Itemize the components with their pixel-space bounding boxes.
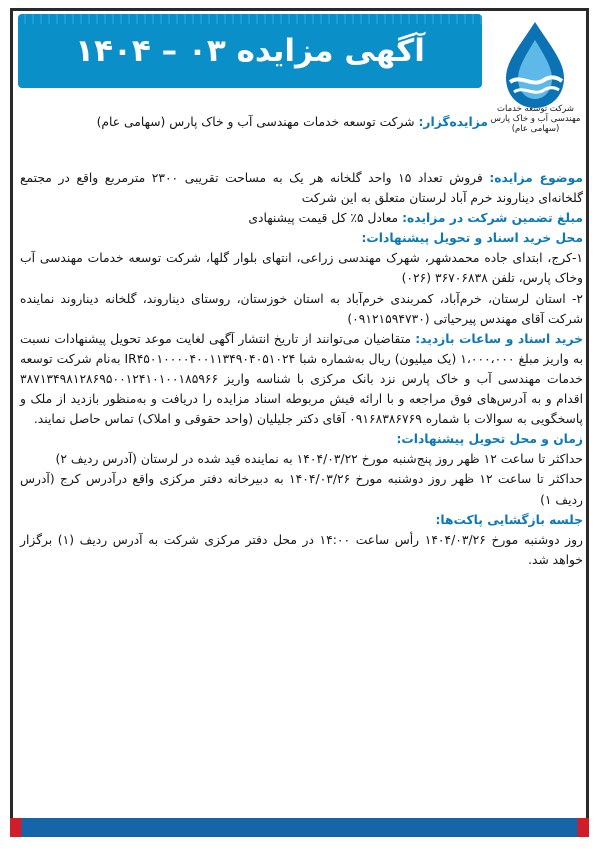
delivery-item-1: حداکثر تا ساعت ۱۲ ظهر روز پنج‌شنبه مورخ ۱۴۰۴/۰۳/۲۲ به نماینده قید شده در لرستان (آدرس ردیف ۲)	[55, 452, 583, 467]
logo-caption	[488, 104, 583, 134]
location-address-1: ۱-کرج، ابتدای جاده محمدشهر، شهرک مهندسی زراعی، انتهای بلوار گلها، شرکت توسعه خدمات مهندسی آب وخاک پارس، تلفن ۳۶۷۰۶۸۳۸ (۰۲۶)	[20, 251, 583, 286]
subject-label: موضوع مزایده:	[489, 171, 583, 185]
notice-intro	[20, 112, 488, 132]
guarantee-paragraph	[20, 208, 583, 228]
organizer-text: شرکت توسعه خدمات مهندسی آب و خاک پارس (سهامی عام)	[96, 115, 415, 129]
logo-caption-line: (سهامی عام)	[511, 124, 560, 134]
notice-header-banner	[18, 14, 482, 88]
purchase-paragraph	[20, 329, 583, 429]
subject-text: فروش تعداد ۱۵ واحد گلخانه هر یک به مساحت تقریبی ۲۳۰۰ مترمربع واقع در مجتمع گلخانه‌ای دیناروند خرم آباد لرستان متعلق به این شرکت	[20, 171, 583, 206]
opening-text: روز دوشنبه مورخ ۱۴۰۴/۰۳/۲۶ رأس ساعت ۱۴:۰۰ در محل دفتر مرکزی شرکت به آدرس ردیف (۱) برگزار خواهد شد.	[20, 532, 583, 567]
opening-heading: جلسه بازگشایی پاکت‌ها:	[435, 512, 583, 527]
logo-caption-line: مهندسی آب و خاک پارس	[490, 114, 581, 124]
notice-body	[20, 168, 583, 570]
guarantee-text: معادل ۵٪ کل قیمت پیشنهادی	[248, 211, 399, 226]
purchase-text: متقاضیان می‌توانند از تاریخ انتشار آگهی لغایت موعد تحویل پیشنهادات نسبت به واریز مبلغ ۱،۰۰۰،۰۰۰ (یک میلیون) ریال به‌شماره شبا IR۴۵۰۱۰۰۰۰۴۰۰۱۱۳۴۹۰۴۰۵۱۰۲۴ به‌نام شرکت توسعه خدمات مهندسی آب و خاک پارس نزد بانک مرکزی با شناسه واریز ۳۸۷۱۳۴۹۸۱۲۸۶۹۵۰۰۱۲۴۱۰۱۰۰۱۸۵۹۶۶ اقدام و به آدرس‌های فوق مراجعه و با ارائه فیش مربوطه اسناد مزایده را دریافت و به‌منظور بازدید از ملک و پاسخگویی به سوالات با شماره ۰۹۱۶۸۳۸۶۷۶۹ آقای دکتر جلیلیان (واحد حقوقی و املاک) تماس حاصل نمایند.	[20, 331, 583, 427]
organizer-paragraph	[20, 112, 488, 132]
location-heading: محل خرید اسناد و تحویل پیشنهادات:	[361, 231, 583, 246]
subject-paragraph	[20, 168, 583, 208]
company-logo-icon	[488, 18, 583, 110]
notice-title: آگهی مزایده ۰۳ – ۱۴۰۴	[75, 33, 425, 69]
location-address-2: ۲- استان لرستان، خرم‌آباد، کمربندی خرم‌آباد به استان خوزستان، روستای دیناروند، گلخانه دیناروند نماینده شرکت آقای مهندس پیرحیاتی (۰۹۱۲۱۵۹۴۷۳۰)	[20, 291, 583, 326]
organizer-label: مزایده‌گزار:	[418, 115, 488, 129]
purchase-label: خرید اسناد و ساعات بازدید:	[415, 331, 583, 346]
delivery-heading: زمان و محل تحویل پیشنهادات:	[396, 432, 583, 447]
guarantee-label: مبلغ تضمین شرکت در مزایده:	[402, 211, 583, 226]
footer-color-bar	[10, 818, 589, 837]
logo-caption-line: شرکت توسعه خدمات	[496, 104, 574, 114]
delivery-item-2: حداکثر تا ساعت ۱۲ ظهر روز دوشنبه مورخ ۱۴۰۴/۰۳/۲۶ به دبیرخانه دفتر مرکزی واقع درآدرس کرج (آدرس ردیف ۱)	[20, 472, 583, 507]
